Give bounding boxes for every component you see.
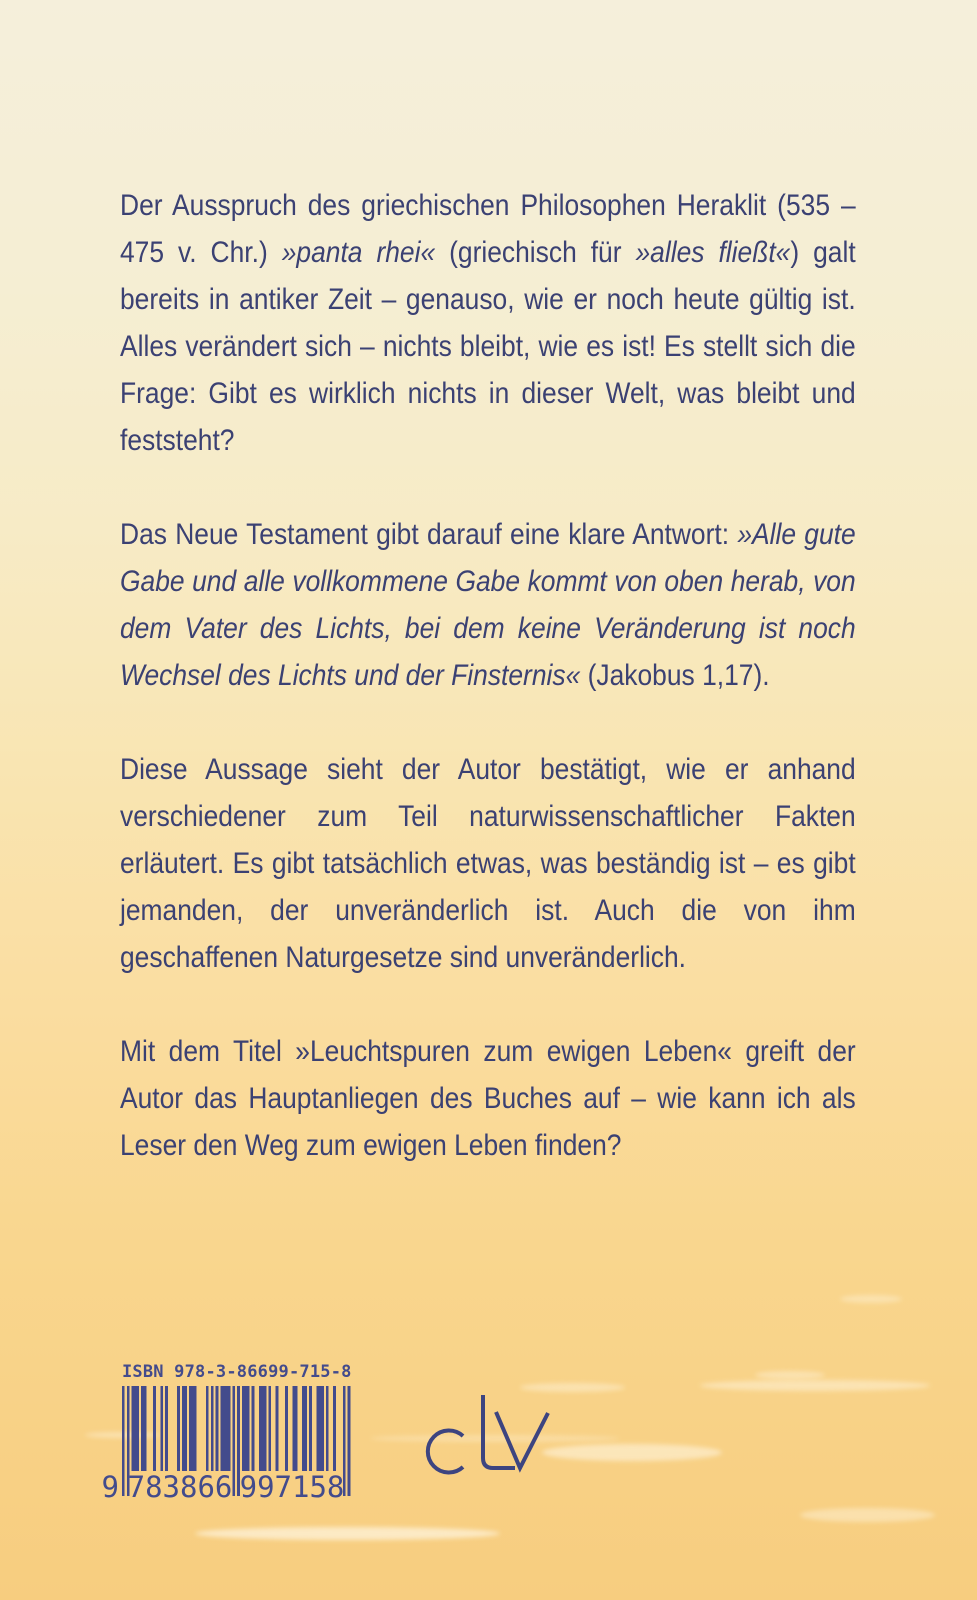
barcode-bar [304, 1386, 307, 1471]
barcode-bar [264, 1386, 267, 1471]
barcode-bar [225, 1386, 228, 1471]
barcode-bar [122, 1386, 125, 1496]
barcode-bar [211, 1386, 214, 1471]
barcode-bar [252, 1386, 255, 1471]
barcode-bar [242, 1386, 245, 1471]
barcode-bar [316, 1386, 319, 1471]
barcode-bar [165, 1386, 168, 1471]
quote-text: »alles fließt« [635, 236, 791, 269]
paragraph [120, 746, 856, 981]
barcode-bar [333, 1386, 336, 1471]
barcode-bar [220, 1386, 223, 1471]
body-text: Diese Aussage sieht der Autor bestätigt, wie er anhand verschiedener zum Teil naturwissenschaftlicher Fakten erläutert. Es gibt tatsächlich etwas, was beständig ist – es gibt jemanden, der unveränderlich ist. Auch die von ihm geschaffenen Naturgesetze sind unveränderlich. [120, 753, 856, 974]
body-text: Mit dem Titel »Leuchtspuren zum ewigen Leben« greift der Autor das Hauptanliegen des Buches auf – wie kann ich als Leser den Weg zum ewigen Leben finden? [120, 1035, 856, 1162]
quote-text: »panta rhei« [281, 236, 436, 269]
clv-letter-v [496, 1412, 548, 1468]
barcode-bar [206, 1386, 209, 1471]
barcode-bar [302, 1386, 305, 1471]
barcode-bar [194, 1386, 197, 1471]
light-streak [700, 1380, 930, 1391]
paragraph [120, 511, 856, 699]
barcode-bar [144, 1386, 147, 1471]
light-streak [195, 1527, 500, 1540]
body-text: (griechisch für [435, 236, 636, 269]
barcode-bar [319, 1386, 322, 1471]
ean-digit-lead: 9 [101, 1470, 119, 1504]
barcode-bar [276, 1386, 279, 1471]
barcode-bar [295, 1386, 298, 1471]
barcode-bar [285, 1386, 288, 1471]
body-text: Das Neue Testament gibt darauf eine klare Antwort: [120, 518, 738, 551]
barcode-bar [189, 1386, 192, 1471]
barcode-bar [321, 1386, 324, 1471]
paragraph [120, 1028, 856, 1169]
barcode-bar [177, 1386, 180, 1471]
barcode-bar [232, 1386, 235, 1496]
barcode-bar [141, 1386, 144, 1471]
paragraph [120, 182, 856, 464]
light-streak [840, 1295, 902, 1303]
body-text: (Jakobus 1,17). [580, 659, 770, 692]
barcode-bar [259, 1386, 262, 1471]
barcode-bar [153, 1386, 156, 1471]
barcode-bar [132, 1386, 135, 1471]
light-streak [755, 1371, 825, 1379]
quote-text: »Alle gute Gabe und alle vollkommene Gabe kommt von oben herab, von dem Vater des Lichts, bei dem keine Veränderung ist noch Wechsel des Lichts und der Finsternis« [120, 518, 856, 692]
back-cover-text [120, 182, 856, 1216]
body-text: Der Ausspruch des griechischen Philosophen Heraklit (535 – 475 v. Chr.) [120, 189, 856, 269]
ean-digit-group-right: 997158 [239, 1470, 345, 1504]
clv-logo [420, 1390, 560, 1478]
barcode-bar [228, 1386, 231, 1471]
barcode-bar [160, 1386, 163, 1471]
barcode-bar [261, 1386, 264, 1471]
barcode-bar [348, 1386, 351, 1496]
barcode-bar [184, 1386, 187, 1471]
barcode-bar [192, 1386, 195, 1471]
barcode-bar [326, 1386, 329, 1471]
barcode-bar [216, 1386, 219, 1471]
barcode-bar [136, 1386, 139, 1471]
clv-letter-c [428, 1431, 463, 1473]
barcode-bar [244, 1386, 247, 1471]
isbn-label: ISBN 978-3-86699-715-8 [122, 1362, 352, 1382]
barcode-bar [292, 1386, 295, 1471]
ean-digit-group-left: 783866 [127, 1470, 233, 1504]
clv-letter-l [483, 1395, 515, 1468]
barcode-bar [134, 1386, 137, 1471]
light-streak [542, 1444, 722, 1461]
barcode-bar [309, 1386, 312, 1471]
barcode-bar [182, 1386, 185, 1471]
barcode-bar [223, 1386, 226, 1471]
body-text: ) galt bereits in antiker Zeit – genauso, wie er noch heute gültig ist. Alles verändert sich – nichts bleibt, wie es ist! Es stellt sich die Frage: Gibt es wirklich nichts in dieser Welt, was bleibt und feststeht? [120, 236, 856, 457]
light-streak [800, 1508, 935, 1522]
barcode-bar [247, 1386, 250, 1471]
barcode-bar [268, 1386, 271, 1471]
ean13-barcode [95, 1386, 375, 1506]
